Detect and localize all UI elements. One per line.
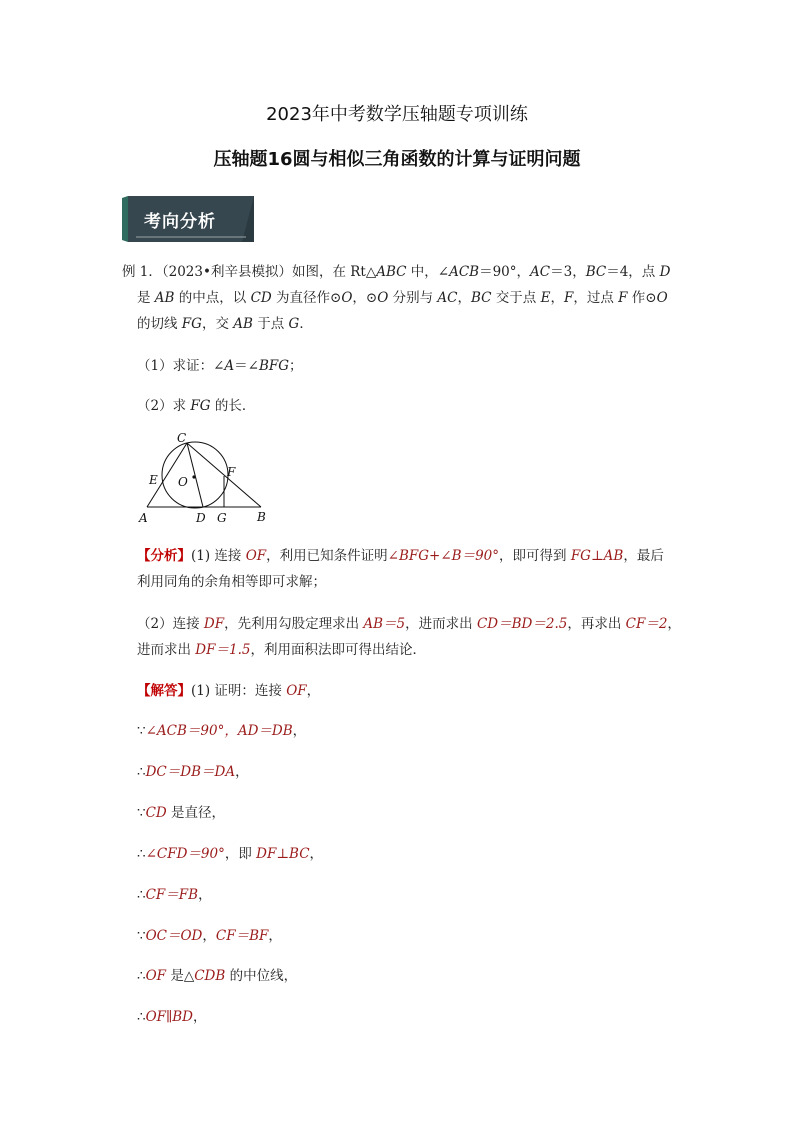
label-c: C xyxy=(177,432,187,445)
section-banner xyxy=(122,196,254,242)
label-d: D xyxy=(196,511,206,525)
analysis-line-4: 进而求出 DF＝1.5，利用面积法即可得出结论． xyxy=(137,642,426,658)
label-a: A xyxy=(139,511,148,525)
document-subtitle: 压轴题16圆与相似三角函数的计算与证明问题 xyxy=(213,149,581,170)
question-2: （2）求 FG 的长． xyxy=(137,398,256,414)
label-o: O xyxy=(178,475,188,489)
label-b: B xyxy=(257,510,266,524)
banner-label: 考向分析 xyxy=(144,212,216,232)
solution-line-9: ∴OF∥BD， xyxy=(137,1009,207,1025)
problem-line-1: 例 1．（2023•利辛县模拟）如图，在 Rt△ABC 中，∠ACB＝90°，AC＝3，BC＝4，点 D xyxy=(122,264,671,280)
geometry-figure xyxy=(137,432,277,527)
question-1: （1）求证：∠A＝∠BFG； xyxy=(137,358,303,374)
point-o xyxy=(192,475,195,478)
solution-line-6: ∴CF＝FB， xyxy=(137,887,212,903)
segment-cd xyxy=(187,443,203,507)
solution-line-4: ∵CD 是直径， xyxy=(137,805,226,821)
analysis-tag: 【分析】 xyxy=(137,548,191,564)
problem-line-2: 是 AB 的中点，以 CD 为直径作⊙O，⊙O 分别与 AC，BC 交于点 E，F，过点 F 作⊙O xyxy=(137,290,668,306)
solution-tag: 【解答】 xyxy=(137,683,191,699)
solution-line-5: ∴∠CFD＝90°，即 DF⊥BC， xyxy=(137,846,324,862)
analysis-line-2: 利用同角的余角相等即可求解； xyxy=(137,574,326,590)
geometry-svg xyxy=(137,432,277,527)
label-e: E xyxy=(149,473,158,487)
solution-line-7: ∵OC＝OD，CF＝BF， xyxy=(137,928,282,944)
analysis-line-1: 【分析】(1) 连接 OF，利用已知条件证明∠BFG+∠B＝90°，即可得到 FG⊥AB，最后 xyxy=(137,548,664,564)
document-title: 2023年中考数学压轴题专项训练 xyxy=(266,104,528,125)
solution-line-1: 【解答】(1) 证明：连接 OF， xyxy=(137,683,321,699)
label-g: G xyxy=(217,511,227,525)
solution-line-2: ∵∠ACB＝90°，AD＝DB， xyxy=(137,723,307,739)
problem-line-3: 的切线 FG，交 AB 于点 G． xyxy=(137,316,313,332)
analysis-line-3: （2）连接 DF，先利用勾股定理求出 AB＝5，进而求出 CD＝BD＝2.5，再求出 CF＝2， xyxy=(137,616,681,632)
solution-line-8: ∴OF 是△CDB 的中位线， xyxy=(137,968,298,984)
label-f: F xyxy=(227,465,236,479)
solution-line-3: ∴DC＝DB＝DA， xyxy=(137,764,249,780)
